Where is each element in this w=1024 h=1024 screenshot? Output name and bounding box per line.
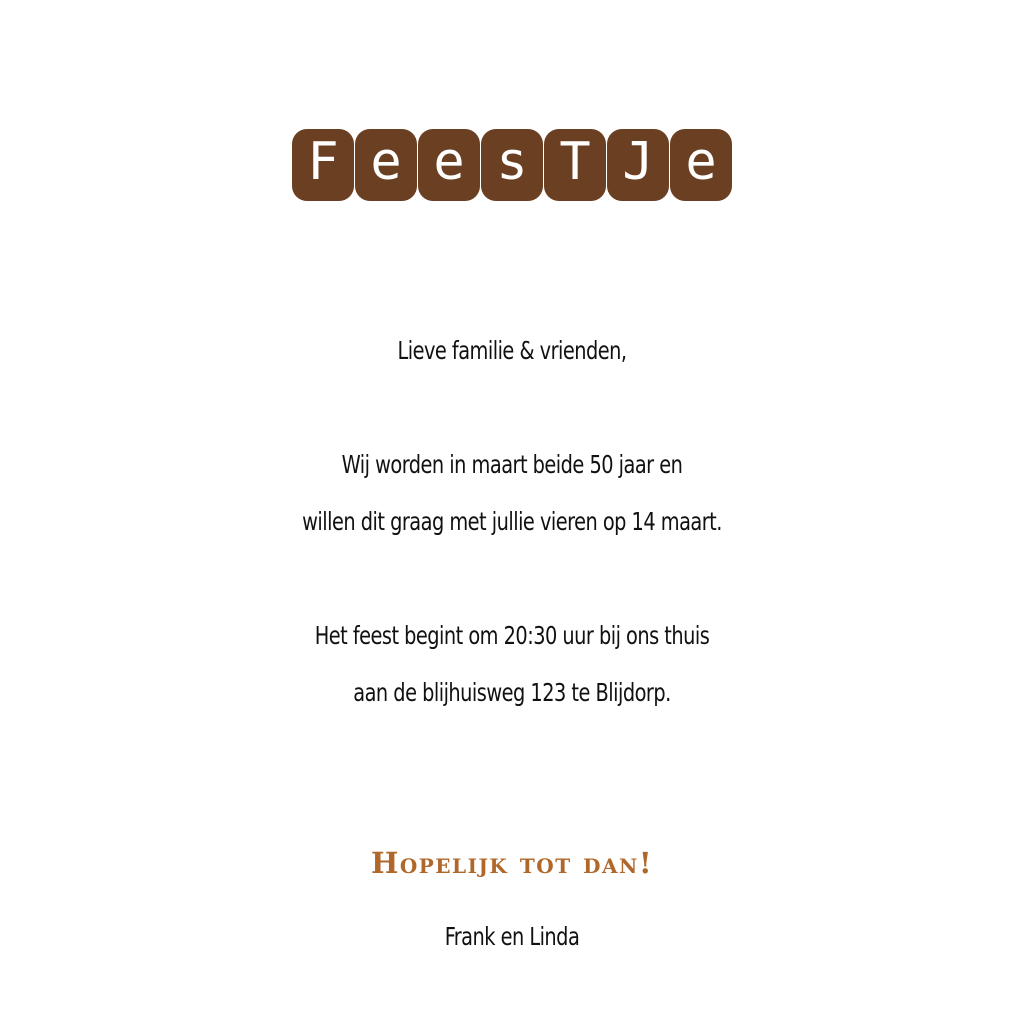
title-letter-tile: e xyxy=(670,129,732,201)
title-letter-tile: J xyxy=(607,129,669,201)
paragraph-2-line-2: aan de blijhuisweg 123 te Blijdorp. xyxy=(353,678,671,707)
closing-text: Hopelijk tot dan! xyxy=(370,846,654,880)
title-letter-tile: e xyxy=(418,129,480,201)
greeting-text: Lieve familie & vrienden, xyxy=(397,336,627,365)
paragraph-2-line-1: Het feest begint om 20:30 uur bij ons thuis xyxy=(314,621,710,650)
title-letter-tile: e xyxy=(355,129,417,201)
title-feestje xyxy=(0,129,1024,201)
title-letter-tile: s xyxy=(481,129,543,201)
title-letter-tile: F xyxy=(292,129,354,201)
title-letter-tile: T xyxy=(544,129,606,201)
paragraph-1-line-1: Wij worden in maart beide 50 jaar en xyxy=(341,450,683,479)
signature-text: Frank en Linda xyxy=(444,922,580,951)
paragraph-1-line-2: willen dit graag met jullie vieren op 14 maart. xyxy=(302,507,722,536)
